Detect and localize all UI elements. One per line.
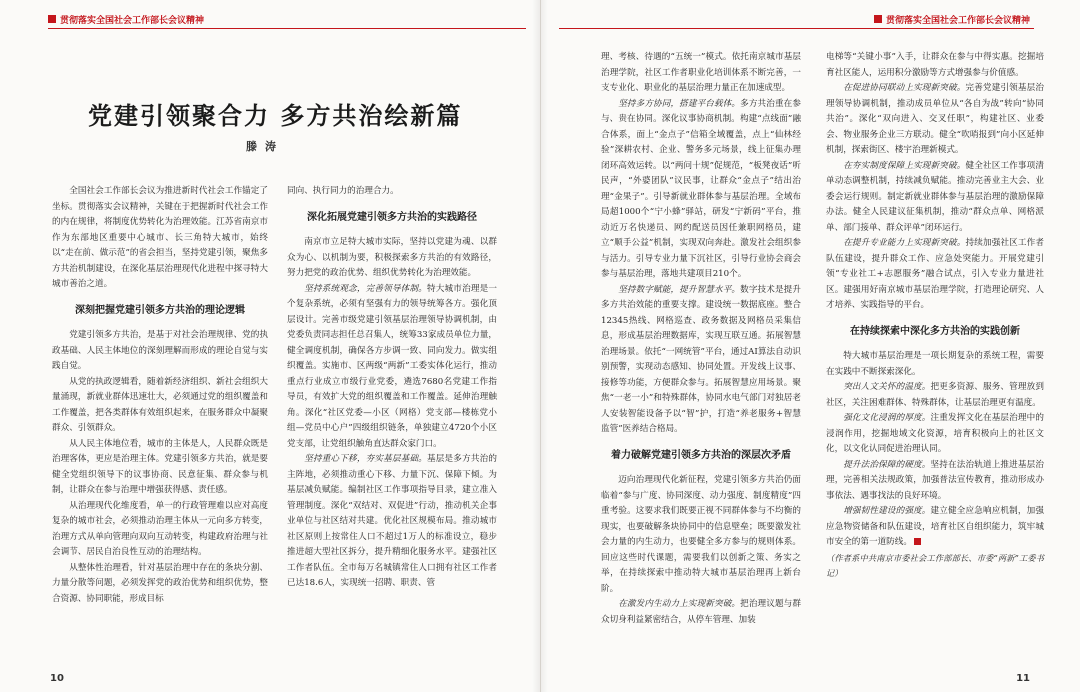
left-column-2 [287, 184, 497, 592]
paragraph [601, 97, 801, 283]
section-heading: 着力破解党建引领多方共治的深层次矛盾 [611, 449, 791, 461]
section-heading: 深化拓展党建引领多方共治的实践路径 [307, 211, 477, 223]
paragraph: 特大城市基层治理是一项长期复杂的系统工程，需要在实践中不断探索深化。 [826, 351, 1044, 377]
page-number-left: 10 [50, 673, 64, 684]
paragraph [826, 81, 1044, 159]
lead-in: 坚持重心下移，夯实基层基础。 [304, 454, 427, 464]
lead-in: 在激发内生动力上实现新突破。 [618, 599, 741, 609]
lead-in: 在提升专业能力上实现新突破。 [843, 238, 966, 248]
paragraph-body: 多方共治重在参与、贵在协同。深化议事协商机制。构建“点线面”融合体系，面上“金点子”信箱全域覆盖，点上“仙林经验”深耕农村、企业、警务多元场景，线上征集办理闭环高效运转。以“两问十规”促规范，“板凳夜话”听民声，“外婆团队”议民事，让群众“金点子”结出治理“金果子”。引导新就业群体参与基层治理。全域布局超1000个“宁小蜂”驿站，研发“宁新码”平台，推动近万名快递员、网约配送员因任兼职网格员，建立“顺手公益”机制，实现双向奔赴。激发社会组织参与活力。引导专业力量下沉社区，引导行业协会商会参与基层治理，落地共建项目210个。 [601, 98, 801, 279]
paragraph: 从人民主体地位看，城市的主体是人，人民群众既是治理客体，更应是治理主体。党建引领多方共治，就是要健全党组织领导下的议事协商、民意征集、群众参与机制，让群众在参与治理中增强获得感、责任感。 [52, 438, 268, 495]
paragraph-body: 持续加强社区工作者队伍建设，提升群众工作、应急处突能力。开展党建引领“专业社工+志愿服务”融合试点，引入专业力量进社区。建强用好南京城市基层治理学院，打造理论研究、人才培养、实践指导的平台。 [826, 238, 1044, 310]
page-number-right: 11 [1016, 673, 1030, 684]
article-author: 滕涛 [246, 140, 284, 153]
right-page [540, 0, 1080, 692]
paragraph: 从整体性治理看，针对基层治理中存在的条块分割、力量分散等问题，必须发挥党的政治优势和组织优势，整合资源、协同职能，形成目标 [52, 562, 268, 604]
section-heading: 在持续探索中深化多方共治的实践创新 [850, 325, 1020, 337]
lead-in: 提升法治保障的硬度。 [843, 459, 931, 470]
paragraph [826, 504, 1044, 551]
lead-in: 坚持系统观念，完善领导体制。 [304, 283, 427, 294]
paragraph-body: 坚持在法治轨道上推进基层治理，完善相关法规政策，加强普法宣传教育，推动形成办事依法、遇事找法的良好环境。 [826, 459, 1044, 501]
right-column-1 [601, 50, 801, 628]
lead-in: 增强韧性建设的强度。 [843, 506, 931, 516]
lead-in: 坚持多方协同，搭建平台载体。 [618, 98, 741, 109]
paragraph: 电梯等“关键小事”入手，让群众在参与中得实惠。挖掘培育社区能人，运用积分激励等方式增强参与价值感。 [826, 52, 1044, 78]
paragraph: 南京市立足特大城市实际，坚持以党建为魂、以群众为心、以机制为要，积极探索多方共治的有效路径，努力把党的政治优势、组织优势转化为治理效能。 [287, 237, 497, 278]
paragraph [826, 411, 1044, 458]
paragraph-body: 把更多资源、服务、管理放到社区，关注困难群体、特殊群体，让基层治理更有温度。 [826, 382, 1044, 408]
paragraph [826, 236, 1044, 314]
lead-in: 突出人文关怀的温度。 [843, 382, 931, 392]
book-gutter [532, 0, 548, 692]
paragraph [826, 458, 1044, 505]
paragraph [601, 283, 801, 438]
lead-in: 在促进协同联动上实现新突破。 [843, 83, 966, 93]
article-title: 党建引领聚合力 多方共治绘新篇 [88, 101, 463, 130]
paragraph [287, 282, 497, 453]
running-header-text: 贯彻落实全国社会工作部长会议精神 [885, 15, 1030, 26]
paragraph [287, 452, 497, 592]
paragraph-body: 完善党建引领基层治理领导协调机制，推动成员单位从“各自为战”转向“协同共治”。深化“双向进入、交叉任职”，构建社区、业委会、物业服务企业三方联动。健全“吹哨报到”向小区延伸机制，探索街区、楼宇治理新模式。 [826, 83, 1044, 155]
running-header-text: 贯彻落实全国社会工作部长会议精神 [60, 15, 205, 26]
right-column-2 [826, 50, 1044, 582]
author-footnote: （作者系中共南京市委社会工作部部长、市委“两新”工委书记） [826, 552, 1044, 578]
section-heading: 深刻把握党建引领多方共治的理论逻辑 [75, 304, 245, 316]
paragraph: 理、考核、待遇的“五统一”模式。依托南京城市基层治理学院，社区工作者职业化培训体系不断完善，一支专业化、职业化的基层治理力量正在加速成型。 [601, 52, 801, 93]
paragraph: 从党的执政逻辑看，随着新经济组织、新社会组织大量涌现，新就业群体迅速壮大，必须通过党的组织覆盖和工作覆盖，把各类群体有效组织起来，在服务群众中凝聚群众、引领群众。 [52, 376, 268, 433]
paragraph-body: 特大城市治理是一个复杂系统，必须有坚强有力的领导统筹各方。强化顶层设计。完善市级党建引领基层治理领导协调机制，由党委负责同志担任总召集人，统筹33家成员单位力量，健全调度机制，确保各方步调一致、同向发力。做实组织覆盖。实施市、区两级“两新”工委实体化运行，推动重点行业成立市级行业党委，遴选7680名党建工作指导员，有效扩大党的组织覆盖和工作覆盖。延伸治理触角。深化“社区党委—小区（网格）党支部—楼栋党小组—党员中心户”四级组织链条，单独建立4720个小区党支部，让党组织触角直达群众家门口。 [287, 283, 497, 449]
paragraph [601, 597, 801, 628]
paragraph: 从治理现代化维度看，单一的行政管理难以应对高度复杂的城市社会，必须推动治理主体从一元向多方转变，治理方式从单向管理向双向互动转变，构建政府治理与社会调节、居民自治良性互动的治理结构。 [52, 500, 268, 557]
paragraph-body: 注重发挥文化在基层治理中的浸润作用，挖掘地域文化资源，培育积极向上的社区文化，以文化认同促进治理认同。 [826, 413, 1044, 454]
paragraph-body: 建立健全应急响应机制，加强应急物资储备和队伍建设，培育社区自组织能力，筑牢城市安全的第一道防线。 [826, 506, 1044, 547]
paragraph-body: 基层是多方共治的主阵地，必须推动重心下移、力量下沉、保障下倾。为基层减负赋能。编制社区工作事项指导目录，建立准入管理制度。深化“双结对、双促进”行动，推动机关企事业单位与社区结对共建。优化社区规模布局。推动城市社区原则上按常住人口不超过1万人的标准设立，稳步推进超大型社区拆分，提升精细化服务水平。建强社区工作者队伍。全市每万名城镇常住人口拥有社区工作者已达18.6人，实现统一招聘、职责、管 [287, 454, 497, 588]
running-header-right [874, 12, 1030, 26]
running-header-left [48, 12, 204, 26]
paragraph: 迈向治理现代化新征程，党建引领多方共治仍面临着“参与广度、协同深度、动力强度、制度精度”四重考验。这要求我们既要正视不同群体参与不均衡的现实，也要破解条块协同中的信息壁垒；既要激发社会力量的内生动力，也要健全多方参与的规则体系。回应这些时代课题，需要我们以创新之策、务实之举，在持续探索中推动特大城市基层治理再上新台阶。 [601, 475, 801, 594]
paragraph-body: 健全社区工作事项清单动态调整机制，持续减负赋能。推动完善业主大会、业委会运行规则。制定新就业群体参与基层治理的激励保障办法。健全人民建议征集机制，推动“群众点单、网格派单、部门接单、群众评单”闭环运行。 [826, 160, 1044, 233]
paragraph: 同向、执行同力的治理合力。 [287, 186, 399, 196]
header-rule [559, 28, 1034, 29]
lead-in: 在夯实制度保障上实现新突破。 [843, 160, 966, 171]
header-rule [48, 28, 526, 29]
header-marker-icon [48, 15, 56, 23]
end-mark-icon [914, 538, 921, 545]
lead-in: 坚持数字赋能，提升智慧水平。 [618, 284, 741, 295]
paragraph: 全国社会工作部长会议为推进新时代社会工作锚定了坐标。贯彻落实会议精神，关键在于把握新时代社会工作的内在规律，将制度优势转化为治理效能。江苏省南京市作为东部地区重要中心城市、长三角特大城市，始终以“走在前、做示范”的省会担当，坚持党建引领，聚焦多方共治机制建设，在深化基层治理现代化进程中探寻特大城市善治之道。 [52, 186, 268, 289]
left-column-1 [52, 184, 268, 607]
paragraph: 党建引领多方共治，是基于对社会治理规律、党的执政基础、人民主体地位的深刻理解而形成的理论自觉与实践自觉。 [52, 330, 268, 371]
paragraph [826, 380, 1044, 411]
lead-in: 强化文化浸润的厚度。 [843, 413, 931, 423]
paragraph-body: 数字技术是提升多方共治效能的重要支撑。建设统一数据底座。整合12345热线、网格巡查、政务数据及网格员采集信息，形成基层治理数据库，实现互联互通。拓展智慧治理场景。依托“一网统管”平台，通过AI算法自动识别预警，实现动态感知、协同处置。开发线上议事、接修等功能，方便群众参与。拓展智慧应用场景。聚焦“一老一小”和特殊群体，协同水电气部门对独居老人安装智能设备予以“智”护，打造“养老服务+智慧监管”医养结合格局。 [601, 284, 801, 434]
header-marker-icon [874, 15, 882, 23]
paragraph-body: 把治理议题与群众切身利益紧密结合，从停车管理、加装 [601, 599, 801, 625]
paragraph [826, 159, 1044, 237]
